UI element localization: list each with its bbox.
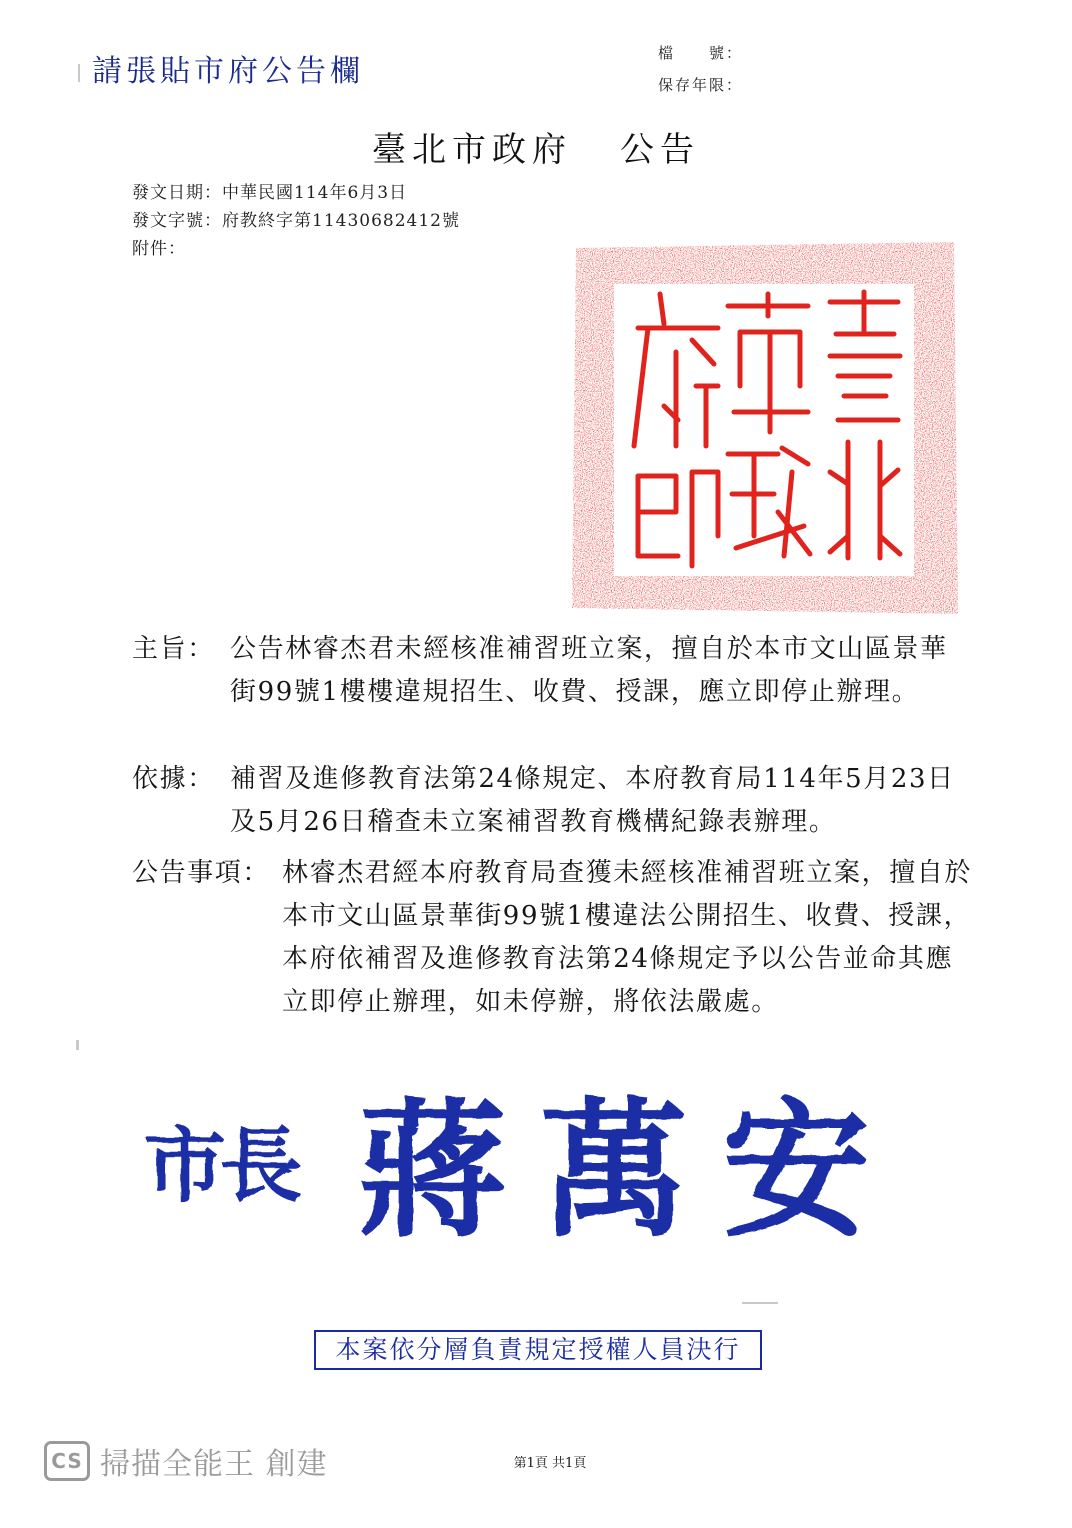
issue-number-value: 府教終字第11430682412號 [222, 211, 460, 231]
scan-edge-mark [742, 1302, 778, 1304]
issuing-organization: 臺北市政府 [372, 130, 572, 170]
announcement-items-label: 公告事項： [132, 858, 271, 888]
subject-label: 主旨： [132, 634, 215, 664]
issue-number-row [132, 206, 460, 231]
attachment-row [132, 234, 186, 259]
retention-period-label [658, 74, 743, 95]
basis-label: 依據： [132, 764, 215, 794]
signature-title: 市長 [144, 1118, 297, 1214]
posting-instruction: 請張貼市府公告欄 [92, 54, 364, 89]
attachment-label: 附件： [132, 239, 186, 259]
retention-label-text: 保存年限： [658, 76, 744, 94]
basis-text: 補習及進修教育法第24條規定、本府教育局114年5月23日及5月26日稽查未立案補習教育機構紀錄表辦理。 [230, 764, 955, 837]
official-seal [568, 236, 962, 620]
issue-date-value: 中華民國114年6月3日 [222, 183, 408, 203]
issue-date-row [132, 178, 407, 203]
signature-name: 蔣萬安 [358, 1083, 904, 1252]
document-kind: 公告 [620, 130, 700, 170]
issue-date-label: 發文日期： [132, 183, 222, 203]
issue-number-label: 發文字號： [132, 211, 222, 231]
page-number: 第1頁 共1頁 [513, 1456, 587, 1471]
subject-text: 公告林睿杰君未經核准補習班立案，擅自於本市文山區景華街99號1樓樓違規招生、收費、授課，應立即停止辦理。 [230, 634, 948, 707]
camscanner-logo-icon: CS [44, 1441, 90, 1481]
announcement-items-text: 林睿杰君經本府教育局查獲未經核准補習班立案，擅自於本市文山區景華街99號1樓違法公開招生、收費、授課，本府依補習及進修教育法第24條規定予以公告並命其應立即停止辦理，如未停辦，將依法嚴處。 [282, 858, 973, 1017]
file-number-label-text: 檔 號： [658, 44, 744, 62]
subject-section [132, 628, 982, 758]
watermark-text: 掃描全能王 創建 [100, 1447, 328, 1482]
announcement-items-section [132, 852, 982, 1022]
scan-edge-mark [76, 1040, 79, 1050]
basis-section [132, 758, 982, 848]
file-number-label [658, 42, 743, 63]
document-title [0, 122, 1072, 171]
mayor-signature [140, 1072, 940, 1252]
scan-edge-mark [78, 64, 80, 82]
delegation-stamp: 本案依分層負責規定授權人員決行 [314, 1330, 762, 1370]
